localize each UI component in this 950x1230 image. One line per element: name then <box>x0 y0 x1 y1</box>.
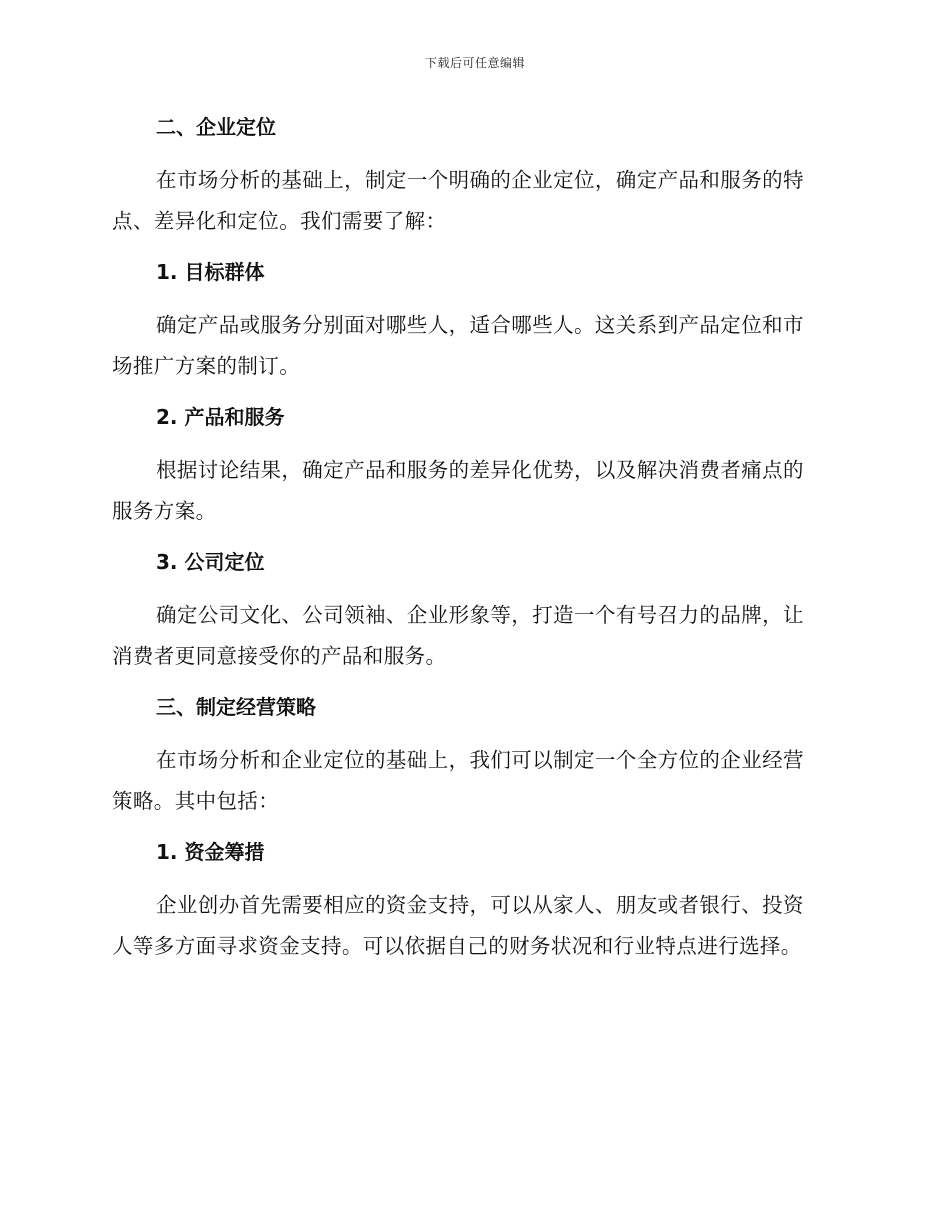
paragraph-line: 在市场分析的基础上，制定一个明确的企业定位，确定产品和服务的特 <box>156 168 804 192</box>
paragraph-line: 策略。其中包括： <box>112 788 280 813</box>
paragraph-line: 根据讨论结果，确定产品和服务的差异化优势，以及解决消费者痛点的 <box>156 458 804 482</box>
subheading-company-positioning: 3. 公司定位 <box>156 550 265 574</box>
paragraph-line: 确定产品或服务分别面对哪些人，适合哪些人。这关系到产品定位和市 <box>156 313 804 337</box>
paragraph-products-services <box>112 450 832 531</box>
page-header-note: 下载后可任意编辑 <box>424 56 525 70</box>
section-heading-enterprise-positioning: 二、企业定位 <box>156 115 276 139</box>
paragraph-line: 企业创办首先需要相应的资金支持，可以从家人、朋友或者银行、投资 <box>156 893 804 917</box>
paragraph-line: 消费者更同意接受你的产品和服务。 <box>112 643 447 668</box>
paragraph-strategy-intro <box>112 740 832 821</box>
subheading-target-group: 1. 目标群体 <box>156 260 265 284</box>
document-body <box>112 108 832 978</box>
paragraph-company-positioning <box>112 595 832 676</box>
paragraph-line: 点、差异化和定位。我们需要了解： <box>112 208 447 233</box>
paragraph-line: 服务方案。 <box>112 498 217 523</box>
subheading-products-services: 2. 产品和服务 <box>156 405 285 429</box>
paragraph-target-group <box>112 305 832 386</box>
paragraph-line: 人等多方面寻求资金支持。可以依据自己的财务状况和行业特点进行选择。 <box>112 933 802 958</box>
paragraph-fundraising <box>112 885 832 966</box>
paragraph-line: 场推广方案的制订。 <box>112 353 301 378</box>
section-heading-business-strategy: 三、制定经营策略 <box>156 695 316 719</box>
paragraph-line: 在市场分析和企业定位的基础上，我们可以制定一个全方位的企业经营 <box>156 748 804 772</box>
paragraph-positioning-intro <box>112 160 832 241</box>
paragraph-line: 确定公司文化、公司领袖、企业形象等，打造一个有号召力的品牌，让 <box>156 603 804 627</box>
subheading-fundraising: 1. 资金筹措 <box>156 840 265 864</box>
